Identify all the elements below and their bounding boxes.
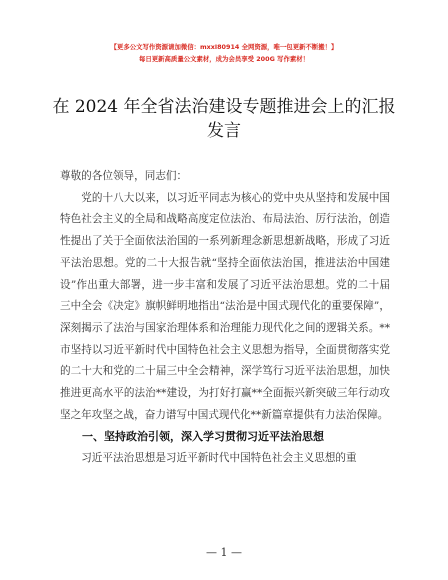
paragraph-intro: 党的十八大以来，以习近平同志为核心的党中央从坚持和发展中国特色社会主义的全局和战略高度定位法治、布局法治、厉行法治，创造性提出了关于全面依法治国的一系列新理念新思想新战略，形成了习近平法治思想。党的二十大报告就“坚持全面依法治国，推进法治中国建设”作出重大部署，进一步丰富和发展了习近平法治思想。党的二十届三中全会《决定》旗帜鲜明地指出“法治是中国式现代化的重要保障”，深刻揭示了法治与国家治理体系和治理能力现代化之间的逻辑关系。**市坚持以习近平新时代中国特色社会主义思想为指导，全面贯彻落实党的二十大和党的二十届三中全会精神，深学笃行习近平法治思想，加快推进更高水平的法治**建设，为打好打赢**全面振兴新突破三年行动攻坚之年攻坚之战，奋力谱写中国式现代化**新篇章提供有力法治保障。 bbox=[60, 191, 390, 421]
paragraph-section-1: 习近平法治思想是习近平新时代中国特色社会主义思想的重 bbox=[81, 452, 357, 465]
document-body bbox=[60, 166, 390, 470]
section-heading-1: 一、坚持政治引领，深入学习贯彻习近平法治思想 bbox=[82, 430, 324, 444]
promo-banner bbox=[0, 42, 448, 64]
promo-line-2: 每日更新高质量公文素材，成为会员享受 200G 写作素材！ bbox=[138, 55, 310, 63]
page-number: — 1 — bbox=[206, 546, 242, 559]
salutation: 尊敬的各位领导，同志们： bbox=[60, 170, 188, 182]
promo-line-1: 【更多公文写作资源请加微信：mxxl80914 全网资源，唯一包更新不断搬！】 bbox=[110, 43, 338, 51]
document-title: 在 2024 年全省法治建设专题推进会上的汇报发言 bbox=[52, 97, 396, 141]
